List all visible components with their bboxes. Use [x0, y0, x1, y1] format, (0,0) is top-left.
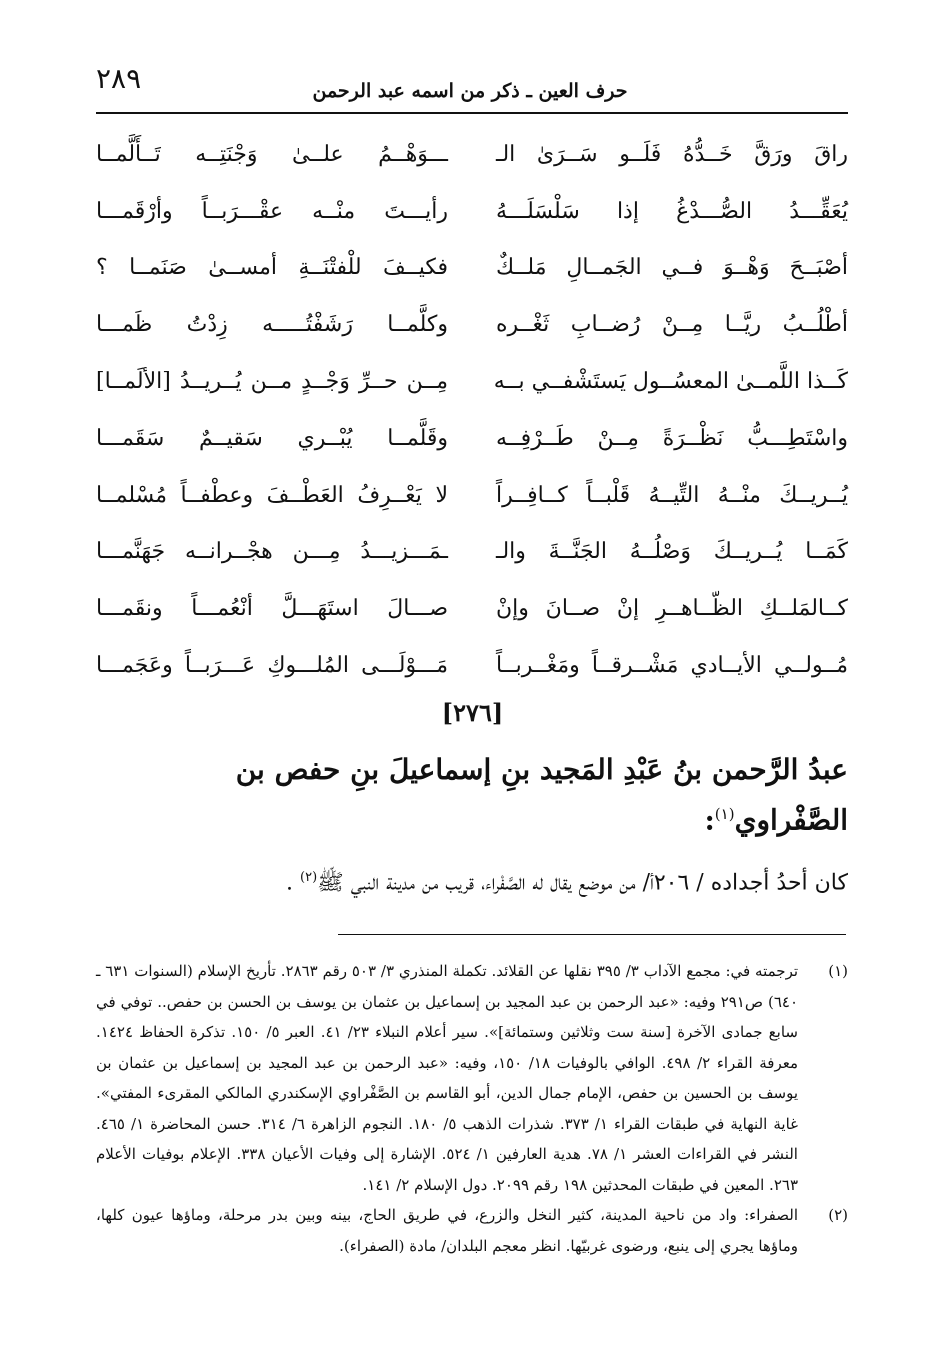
entry-text — [96, 858, 848, 903]
entry-title-colon: : — [704, 803, 715, 837]
footnote — [96, 1200, 848, 1261]
poem-verse — [96, 240, 848, 297]
entry-number: [٢٧٦] — [441, 698, 504, 727]
verse-left-hemistich: مِــن حــرِّ وَجْــدٍ مــن يُــريــدُ [الألَمــا] — [96, 369, 448, 395]
entry-title — [96, 748, 848, 842]
footnote-reference-2: (٢) — [300, 870, 318, 885]
entry-title-text: عبدُ الرَّحمن بنُ عَبْدِ المَجيد بنِ إسماعيلَ بنِ حفص بن الصَّفْراوي — [235, 753, 848, 837]
entry-text-body: كان أحدُ أجداده / ٢٠٦أ/ من موضع يقال له الصَّفْراء، قريب من مدينة النبي ﷺ — [317, 870, 848, 896]
poem — [96, 126, 848, 694]
footnotes — [96, 956, 848, 1261]
verse-left-hemistich: ـمَـــزيـــدُ مِـــن هجْــرانــه جَهَنَّمـــا — [96, 539, 448, 565]
header-rule — [96, 112, 848, 114]
verse-left-hemistich: رأيـــتَ منْــه عقْـــرَبــاً وأرْقَمـــا — [96, 198, 448, 224]
verse-right-hemistich: واسْتَطِـــبُّ نَظْــرَةً مِــنْ طَــرْفِــه — [496, 425, 848, 451]
footnote-rule — [338, 934, 846, 935]
footnote — [96, 956, 848, 1200]
poem-verse — [96, 353, 848, 410]
footnote-marker: (٢) — [828, 1206, 848, 1224]
verse-right-hemistich: أصْبَــحَ وَهْــوَ فــي الجَمــالِ مَلــكٌ — [496, 255, 848, 281]
verse-right-hemistich: يُــريــكَ منْــهُ التِّيــهُ قَلْبــاً كــافِــراً — [496, 482, 848, 508]
poem-verse — [96, 410, 848, 467]
poem-verse — [96, 637, 848, 694]
footnote-text: ترجمته في: مجمع الآداب ٣/ ٣٩٥ نقلها عن القلائد. تكملة المنذري ٣/ ٥٠٣ رقم ٢٨٦٣. تأريخ الإسلام (السنوات ٦٣١ ـ ٦٤٠) ص٢٩١ وفيه: «عبد الرحمن بن عبد المجيد بن إسماعيل بن عثمان بن يوسف بن الحسن بن حفص.. توفي في سابع جمادى الآخرة [سنة ست وثلاثين وستمائة]». سير أعلام النبلاء ٢٣/ ٤١. العبر ٥/ ١٥٠. تذكرة الحفاظ ١٤٢٤. معرفة القراء ٢/ ٤٩٨. الوافي بالوفيات ١٨/ ١٥٠، وفيه: «عبد الرحمن بن عبد المجيد بن إسماعيل بن عثمان بن يوسف بن الحسين بن حفص، الإمام جمال الدين، أبو القاسم بن الصَّفْراوي الإسكندري المالكي المقرىء المفتي». غاية النهاية في طبقات القراء ١/ ٣٧٣. شذرات الذهب ٥/ ١٨٠. النجوم الزاهرة ٦/ ٣١٤. حسن المحاضرة ١/ ٤٦٥. النشر في القراءات العشر ١/ ٧٨. هدية العارفين ١/ ٥٢٤. الإشارة إلى وفيات الأعيان ٣٣٨. الإعلام بوفيات الأعلام ٢٦٣. المعين في طبقات المحدثين ١٩٨ رقم ٢٠٩٩. دول الإسلام ٢/ ١٤١. — [96, 962, 799, 1194]
verse-right-hemistich: يُعَقِّـــدُ الصُّـــدْغُ إذا سَلْسَلَـــهُ — [496, 198, 848, 224]
verse-right-hemistich: كَمَــا يُــريــكَ وَصْلُــهُ الجَنَّــةَ والـ — [496, 539, 848, 565]
poem-verse — [96, 524, 848, 581]
verse-right-hemistich: مُــولــي الأيــادي مَشْــرقــاً ومَغْــربــاً — [496, 653, 848, 679]
footnote-text: الصفراء: واد من ناحية المدينة، كثير النخل والزرع، في طريق الحاج، بينه وبين بدر مرحلة، وماؤها عيون كلها، وماؤها يجري إلى ينبع، ورضوى غربيّها. انظر معجم البلدان/ مادة (الصفراء). — [96, 1206, 798, 1255]
verse-right-hemistich: كَــذا اللَّمــىٰ المعسُــول يَستَشْفــي بــه — [493, 369, 848, 395]
verse-right-hemistich: أطْلُــبُ ريَّــا مِــنْ رُضــابِ ثَغْــره — [496, 312, 848, 338]
footnote-reference-1: (١) — [714, 805, 735, 823]
verse-left-hemistich: صـــالَ استَهَـــلَّ أنْعُمـــاً ونقَمـــا — [96, 596, 448, 622]
poem-verse — [96, 296, 848, 353]
poem-verse — [96, 126, 848, 183]
verse-left-hemistich: وقَلَّمــا يُبْــري سَقيــمٌ سَقَمـــا — [96, 425, 448, 451]
verse-left-hemistich: وكلَّمــا رَشَفْتُـــــه زِدْتُ ظَمـــا — [96, 312, 448, 338]
page-number: ٢٨٩ — [96, 62, 142, 95]
verse-left-hemistich: ـــوَهْــمُ علــىٰ وَجْنَتِــه تَــأَلَّمــا — [96, 141, 448, 167]
poem-verse — [96, 580, 848, 637]
verse-left-hemistich: مَـــوْلَـــى المُلـــوكِ عَـــرَبــاً وعَجَمـــا — [96, 653, 448, 679]
running-header: حرف العين ـ ذكر من اسمه عبد الرحمن — [312, 80, 628, 102]
entry-text-period: . — [286, 870, 294, 896]
verse-right-hemistich: راقَ ورَقَّ خَــدُّهُ فَلَــو سَــرَىٰ الـ — [496, 141, 848, 167]
verse-left-hemistich: فكيــفَ للْفتْنَــةِ أمســىٰ صَنَمــا ؟ — [96, 255, 448, 281]
verse-right-hemistich: كــالمَلــكِ الظّــاهــرِ إنْ صــانَ وإنْ — [496, 596, 848, 622]
footnote-marker: (١) — [828, 962, 848, 980]
poem-verse — [96, 467, 848, 524]
verse-left-hemistich: لا يَعْــرِفُ العَطْــفَ وعطْفــاً مُسْلمــا — [96, 482, 448, 508]
poem-verse — [96, 183, 848, 240]
